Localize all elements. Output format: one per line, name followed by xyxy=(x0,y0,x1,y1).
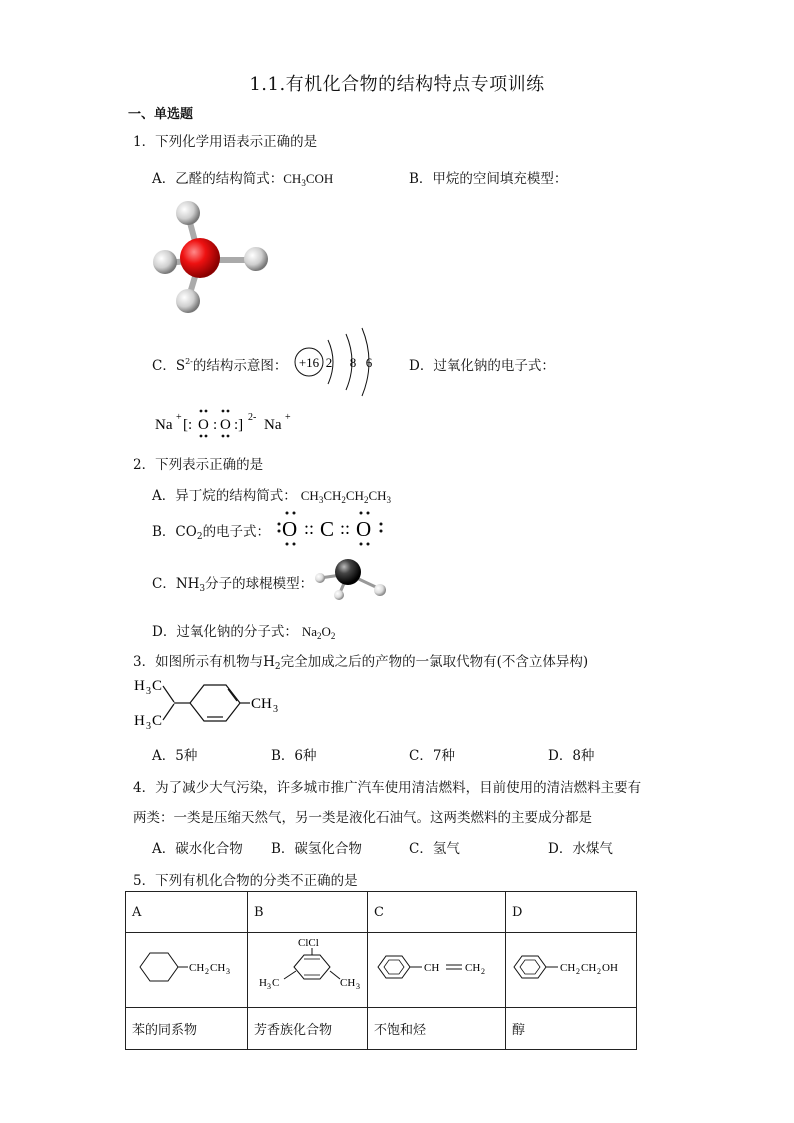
class-d: 醇 xyxy=(506,1008,637,1050)
col-header-b: B xyxy=(248,892,368,933)
sodium-peroxide-electron-formula xyxy=(152,405,312,441)
q4-option-d[interactable]: D．水煤气 xyxy=(548,841,613,857)
nucleus-charge: +16 xyxy=(298,355,320,370)
svg-text:::: :: xyxy=(304,518,315,538)
class-b: 芳香族化合物 xyxy=(248,1008,368,1050)
svg-text:C: C xyxy=(272,977,280,989)
q2-option-a[interactable]: A．异丁烷的结构简式： $CH_3CH_2CH_2CH_3$ xyxy=(152,488,391,505)
structure-a-cell xyxy=(126,933,248,1008)
svg-text:Na: Na xyxy=(155,417,173,433)
col-header-d: D xyxy=(506,892,637,933)
svg-text:+: + xyxy=(285,412,291,423)
q4-option-c[interactable]: C．氢气 xyxy=(409,841,460,857)
q3-structure xyxy=(130,672,290,732)
ethylcyclohexane-structure xyxy=(126,933,246,1003)
svg-text:2: 2 xyxy=(597,967,601,976)
svg-text:+: + xyxy=(176,412,182,423)
svg-text:H: H xyxy=(134,678,145,694)
q5-classification-table xyxy=(125,891,637,1050)
svg-text:2: 2 xyxy=(481,967,485,976)
q1-stem: 1．下列化学用语表示正确的是 xyxy=(133,134,318,150)
q1-option-d[interactable]: D．过氧化钠的电子式： xyxy=(409,358,555,374)
co2-electron-formula xyxy=(276,508,391,548)
q4-option-b[interactable]: B．碳氢化合物 xyxy=(271,841,362,857)
svg-text:::: :: xyxy=(340,518,351,538)
q2-option-b[interactable]: B．$CO_2$的电子式： xyxy=(152,524,271,542)
svg-text:O: O xyxy=(282,517,298,541)
q1-option-c[interactable]: C．$S^{2-}$的结构示意图： xyxy=(152,357,288,374)
q3-option-d[interactable]: D．8种 xyxy=(548,748,595,764)
styrene-structure xyxy=(368,933,504,1003)
structure-c-cell xyxy=(368,933,506,1008)
shell-3-electrons: 6 xyxy=(365,355,373,370)
phenylethanol-structure xyxy=(506,933,636,1003)
q4-option-a[interactable]: A．碳水化合物 xyxy=(152,841,243,857)
q3-option-c[interactable]: C．7种 xyxy=(409,748,455,764)
isobutane-formula: $CH_3CH_2CH_2CH_3$ xyxy=(300,488,391,505)
svg-text:C: C xyxy=(152,713,163,729)
nh3-ball-stick-model xyxy=(314,555,390,601)
col-header-c: C xyxy=(368,892,506,933)
q2-option-d[interactable]: D．过氧化钠的分子式： $Na_2O_2$ xyxy=(152,624,336,641)
svg-text:C: C xyxy=(320,517,335,541)
q1-option-b[interactable]: B．甲烷的空间填充模型： xyxy=(409,171,568,187)
svg-text:O: O xyxy=(198,417,209,433)
svg-text:[:: [: xyxy=(183,417,193,433)
svg-text:H: H xyxy=(259,977,267,989)
page-title: 1.1.有机化合物的结构特点专项训练 xyxy=(249,74,545,95)
q2-option-c[interactable]: C．$NH_3$分子的球棍模型： xyxy=(152,576,314,594)
dichloro-dimethylbenzene-structure xyxy=(248,933,366,1003)
q1-a-label: A．乙醛的结构简式： xyxy=(152,171,284,187)
shell-1-electrons: 2 xyxy=(325,355,333,370)
methane-space-filling-model xyxy=(148,193,273,323)
q3-option-a[interactable]: A．5种 xyxy=(152,748,198,764)
q2-stem: 2．下列表示正确的是 xyxy=(133,457,264,473)
svg-text:CH: CH xyxy=(189,962,205,974)
na2o2-formula: $Na_2O_2$ xyxy=(301,624,336,641)
svg-text:3: 3 xyxy=(273,704,278,715)
svg-text::: : xyxy=(213,417,218,433)
svg-text:ClCl: ClCl xyxy=(298,937,319,949)
q4-stem-line1: 4．为了减少大气污染，许多城市推广汽车使用清洁燃料，目前使用的清洁燃料主要有 xyxy=(133,780,642,796)
q1-a-formula: $CH_3COH$ xyxy=(283,171,334,188)
svg-text:CH: CH xyxy=(465,962,481,974)
svg-text:2-: 2- xyxy=(248,412,257,423)
svg-text:CH: CH xyxy=(340,977,356,989)
q3-option-b[interactable]: B．6种 xyxy=(271,748,317,764)
svg-text:CH: CH xyxy=(581,962,597,974)
svg-text:C: C xyxy=(152,678,163,694)
svg-text:CH: CH xyxy=(424,962,440,974)
svg-text:CH: CH xyxy=(560,962,576,974)
svg-text:3: 3 xyxy=(267,982,271,991)
svg-text:CH: CH xyxy=(251,696,272,712)
svg-text:CH: CH xyxy=(210,962,226,974)
svg-text:3: 3 xyxy=(226,967,230,976)
structure-d-cell xyxy=(506,933,637,1008)
svg-text:2: 2 xyxy=(576,967,580,976)
svg-text:Na: Na xyxy=(264,417,282,433)
svg-text:H: H xyxy=(134,713,145,729)
sulfide-ion-structure-diagram xyxy=(292,326,382,398)
svg-text:O: O xyxy=(220,417,231,433)
svg-text:OH: OH xyxy=(602,962,618,974)
section-heading: 一、单选题 xyxy=(128,107,194,122)
structure-b-cell xyxy=(248,933,368,1008)
svg-text:2: 2 xyxy=(205,967,209,976)
q4-stem-line2: 两类：一类是压缩天然气，另一类是液化石油气。这两类燃料的主要成分都是 xyxy=(133,810,592,826)
shell-2-electrons: 8 xyxy=(349,355,357,370)
svg-text:3: 3 xyxy=(356,982,360,991)
q3-stem: 3．如图所示有机物与$H_2$完全加成之后的产物的一氯取代物有(不含立体异构) xyxy=(133,654,589,672)
col-header-a: A xyxy=(126,892,248,933)
q1-option-a[interactable] xyxy=(152,167,333,187)
svg-text:O: O xyxy=(356,517,372,541)
svg-text:3: 3 xyxy=(146,686,151,697)
svg-text:3: 3 xyxy=(146,721,151,732)
class-a: 苯的同系物 xyxy=(126,1008,248,1050)
q5-stem: 5．下列有机化合物的分类不正确的是 xyxy=(133,873,358,889)
svg-text::]: :] xyxy=(234,417,244,433)
class-c: 不饱和烃 xyxy=(368,1008,506,1050)
